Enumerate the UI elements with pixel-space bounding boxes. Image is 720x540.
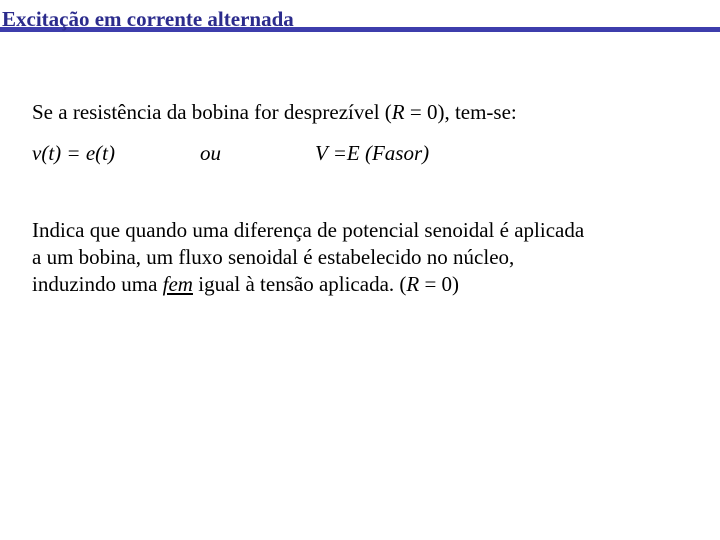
paragraph-line-2: a um bobina, um fluxo senoidal é estabelecido no núcleo, [32, 245, 515, 269]
line3-text-after: = 0) [419, 272, 460, 296]
intro-sentence [32, 99, 517, 125]
slide-title: Excitação em corrente alternada [2, 7, 294, 31]
intro-text-before: Se a resistência da bobina for desprezível ( [32, 100, 392, 124]
equation-connector: ou [200, 141, 221, 165]
line3-text-before: induzindo uma [32, 272, 163, 296]
equation-row [32, 140, 692, 166]
resistance-variable-2: R [406, 272, 420, 296]
phasor-equation: V =E (Fasor) [315, 141, 430, 165]
resistance-variable: R [391, 100, 405, 124]
intro-text-after: = 0), tem-se: [404, 100, 517, 124]
paragraph-line-1: Indica que quando uma diferença de potencial senoidal é aplicada [32, 218, 585, 242]
line3-text-middle: igual à tensão aplicada. ( [192, 272, 407, 296]
fem-term: fem [162, 272, 193, 296]
paragraph-line-3 [32, 271, 459, 297]
time-domain-equation: v(t) = e(t) [32, 141, 115, 165]
